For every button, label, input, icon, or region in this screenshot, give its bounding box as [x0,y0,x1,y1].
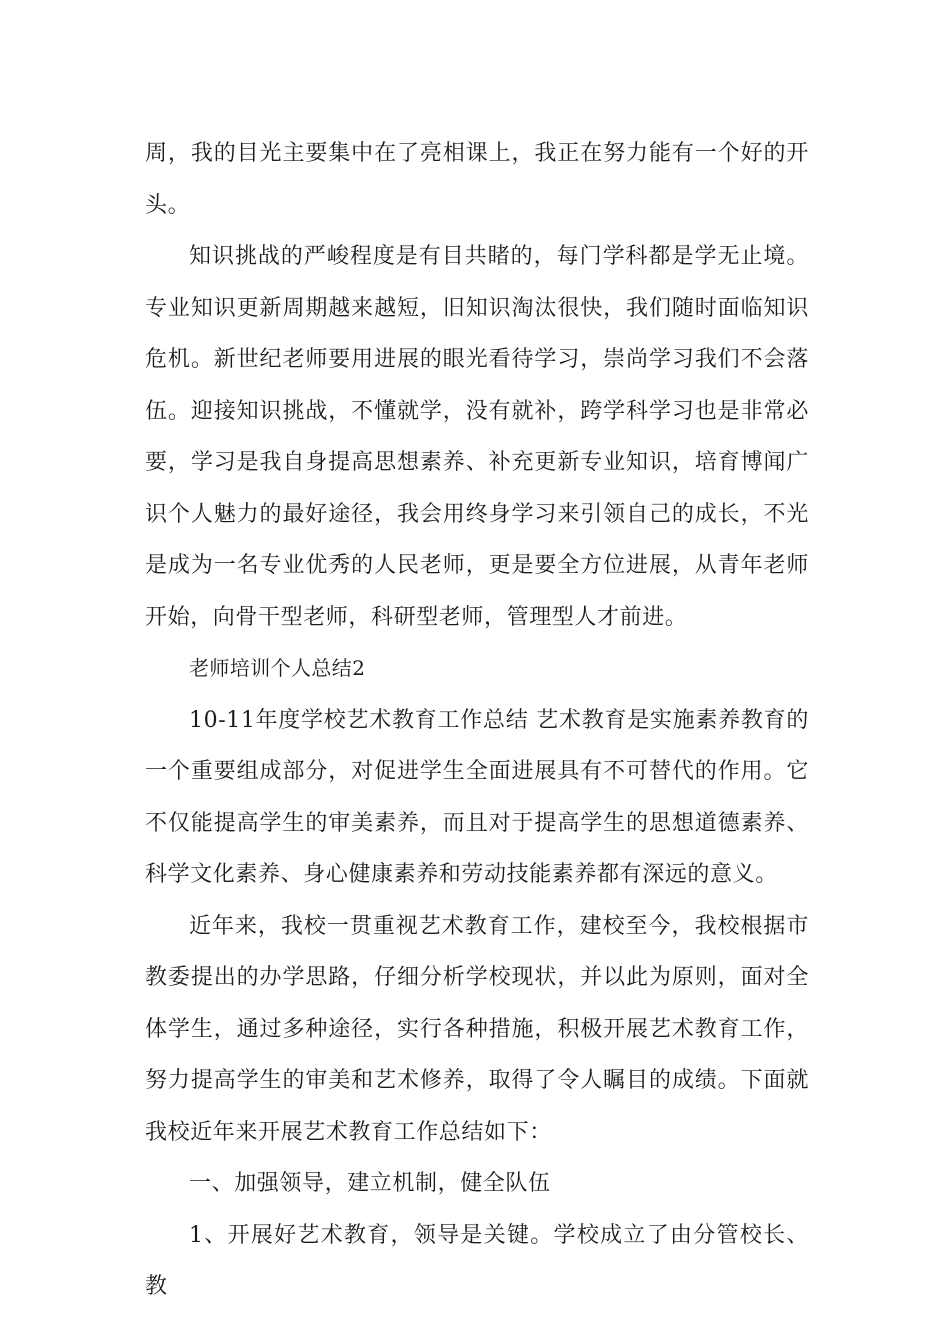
paragraph-leadership-key: 1、开展好艺术教育，领导是关键。学校成立了由分管校长、教 [145,1222,809,1299]
subheading-leadership: 一、加强领导，建立机制，健全队伍 [189,1171,551,1196]
paragraph-knowledge-challenge: 知识挑战的严峻程度是有目共睹的，每门学科都是学无止境。专业知识更新周期越来越短，旧知识淘汰很快，我们随时面临知识危机。新世纪老师要用进展的眼光看待学习，崇尚学习我们不会落伍。迎接知识挑战，不懂就学，没有就补，跨学科学习也是非常必要，学习是我自身提高思想素养、补充更新专业知识，培育博闻广识个人魅力的最好途径，我会用终身学习来引领自己的成长，不光是成为一名专业优秀的人民老师，更是要全方位进展，从青年老师开始，向骨干型老师，科研型老师，管理型人才前进。 [145,244,809,630]
paragraph-recent-years: 近年来，我校一贯重视艺术教育工作，建校至今，我校根据市教委提出的办学思路，仔细分析学校现状，并以此为原则，面对全体学生，通过多种途径，实行各种措施，积极开展艺术教育工作，努力提高学生的审美和艺术修养，取得了令人瞩目的成绩。下面就我校近年来开展艺术教育工作总结如下： [145,913,809,1145]
document-page [145,128,809,1313]
section-title: 老师培训个人总结2 [189,656,366,680]
paragraph-continuation: 周，我的目光主要集中在了亮相课上，我正在努力能有一个好的开头。 [145,141,809,218]
paragraph-art-education-summary: 10-11年度学校艺术教育工作总结 艺术教育是实施素养教育的一个重要组成部分，对促进学生全面进展具有不可替代的作用。它不仅能提高学生的审美素养，而且对于提高学生的思想道德素养、科学文化素养、身心健康素养和劳动技能素养都有深远的意义。 [145,707,809,887]
